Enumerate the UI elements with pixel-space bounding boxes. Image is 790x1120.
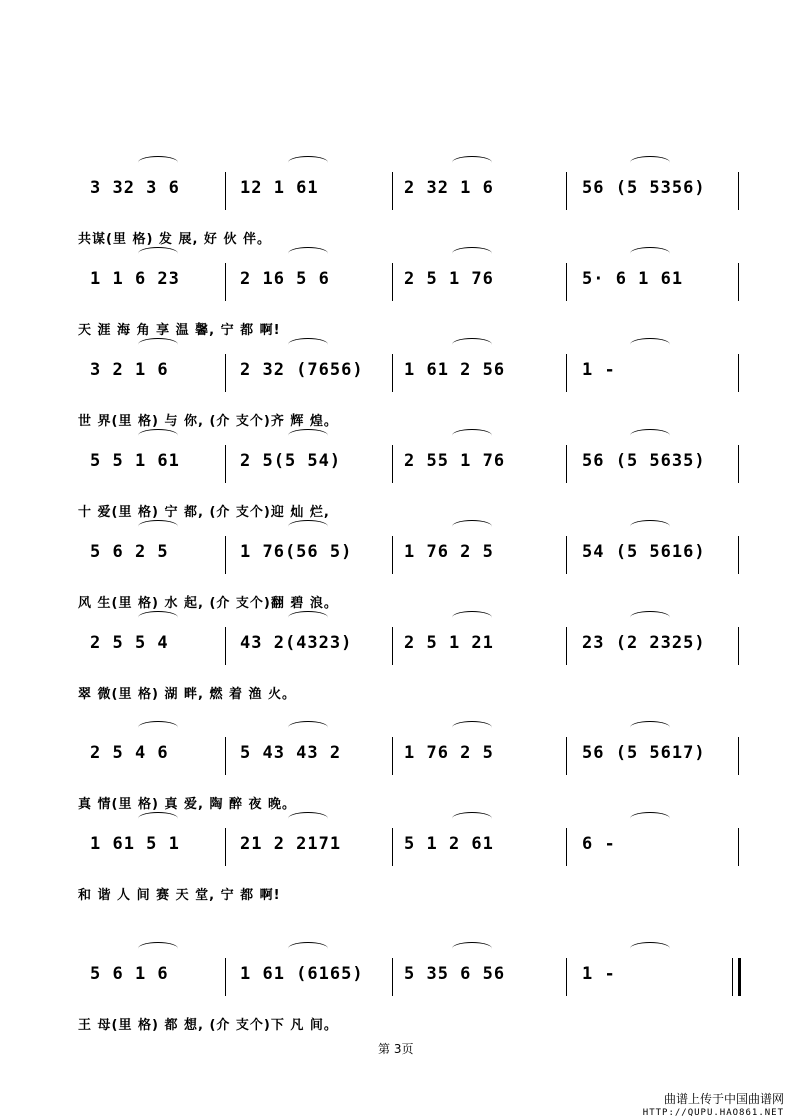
slur-mark [452,247,492,260]
slur-mark [138,942,178,955]
score-system [0,354,790,444]
measure [228,354,388,394]
barline [566,445,567,483]
measure [392,958,564,998]
slur-mark [630,156,670,169]
barline [738,958,741,996]
slur-mark [138,338,178,351]
measure-notes: 1 - [582,360,616,380]
score-system [0,263,790,353]
lyrics-line: 翠 微(里 格) 湖 畔, 燃 着 渔 火。 [78,687,297,702]
lyrics-line: 世 界(里 格) 与 你, (介 支个)齐 辉 煌。 [78,414,338,429]
barline [392,172,393,210]
measure [78,263,223,303]
barline [392,354,393,392]
barline [225,737,226,775]
measure [570,172,730,212]
barline [392,958,393,996]
measure-notes: 6 - [582,834,616,854]
measure-notes: 5· 6 1 61 [582,269,684,289]
slur-mark [452,429,492,442]
score-system [0,737,790,827]
barline [225,263,226,301]
measure [570,627,730,667]
measure [228,172,388,212]
barline [566,627,567,665]
measure-notes: 2 5 1 76 [404,269,494,289]
barline [392,737,393,775]
lyrics-line: 十 爱(里 格) 宁 都, (介 支个)迎 灿 烂, [78,505,330,520]
watermark [643,1092,784,1120]
measure-notes: 5 43 43 2 [240,743,342,763]
slur-mark [452,520,492,533]
measure-notes: 1 1 6 23 [90,269,180,289]
slur-mark [452,611,492,624]
measure-notes: 2 55 1 76 [404,451,506,471]
measure-notes: 2 5 1 21 [404,633,494,653]
slur-mark [138,721,178,734]
barline [738,445,739,483]
barline [738,828,739,866]
lyrics-line: 风 生(里 格) 水 起, (介 支个)翻 碧 浪。 [78,596,338,611]
measure [570,445,730,485]
barline [225,958,226,996]
barline [566,737,567,775]
measure-notes: 56 (5 5356) [582,178,706,198]
measure-notes: 5 6 2 5 [90,542,169,562]
measure [228,958,388,998]
measure [392,536,564,576]
score-system [0,828,790,918]
measure [570,737,730,777]
barline [738,737,739,775]
barline [738,354,739,392]
barline [225,828,226,866]
barline [225,445,226,483]
measure-notes: 2 5 5 4 [90,633,169,653]
measure [228,263,388,303]
barline [392,445,393,483]
barline [392,536,393,574]
measure-notes: 1 76 2 5 [404,743,494,763]
measure [392,828,564,868]
slur-mark [630,812,670,825]
slur-mark [138,611,178,624]
measure-notes: 23 (2 2325) [582,633,706,653]
measure-notes: 54 (5 5616) [582,542,706,562]
measure-notes: 5 35 6 56 [404,964,506,984]
barline [566,263,567,301]
slur-mark [288,338,328,351]
measure [78,536,223,576]
measure [78,627,223,667]
lyrics-line: 王 母(里 格) 都 想, (介 支个)下 凡 间。 [78,1018,338,1033]
slur-mark [288,812,328,825]
measure-notes: 1 61 5 1 [90,834,180,854]
measure [570,263,730,303]
measure [392,445,564,485]
measure [570,354,730,394]
barline [738,263,739,301]
measure [228,828,388,868]
measure-notes: 1 76 2 5 [404,542,494,562]
measure-notes: 56 (5 5635) [582,451,706,471]
measure [570,958,730,998]
measure [392,263,564,303]
slur-mark [630,520,670,533]
measure [78,958,223,998]
barline [225,172,226,210]
score-system [0,536,790,626]
watermark-url: HTTP://QUPU.HAO861.NET [642,1108,784,1118]
barline [392,627,393,665]
measure [392,737,564,777]
measure-notes: 12 1 61 [240,178,319,198]
barline [738,172,739,210]
slur-mark [452,812,492,825]
barline [225,627,226,665]
measure-notes: 2 5 4 6 [90,743,169,763]
slur-mark [288,520,328,533]
barline [225,536,226,574]
slur-mark [630,721,670,734]
measure [78,445,223,485]
slur-mark [288,721,328,734]
barline [225,354,226,392]
measure-notes: 43 2(4323) [240,633,353,653]
measure [570,828,730,868]
score-system [0,627,790,717]
measure [228,445,388,485]
measure [228,536,388,576]
slur-mark [630,247,670,260]
score-system [0,445,790,535]
slur-mark [288,942,328,955]
measure-notes: 21 2 2171 [240,834,342,854]
measure-notes: 5 6 1 6 [90,964,169,984]
measure-notes: 2 5(5 54) [240,451,342,471]
measure-notes: 1 - [582,964,616,984]
slur-mark [288,156,328,169]
measure [570,536,730,576]
measure-notes: 1 76(56 5) [240,542,353,562]
barline [566,828,567,866]
measure [78,737,223,777]
slur-mark [452,156,492,169]
measure-notes: 1 61 (6165) [240,964,364,984]
slur-mark [630,429,670,442]
slur-mark [138,247,178,260]
measure [228,737,388,777]
slur-mark [138,156,178,169]
barline [392,263,393,301]
measure-notes: 2 32 (7656) [240,360,364,380]
lyrics-line: 天 涯 海 角 享 温 馨, 宁 都 啊! [78,323,281,338]
measure-notes: 5 5 1 61 [90,451,180,471]
measure-notes: 2 16 5 6 [240,269,330,289]
measure-notes: 56 (5 5617) [582,743,706,763]
slur-mark [138,812,178,825]
measure [78,172,223,212]
measure [392,172,564,212]
measure-notes: 1 61 2 56 [404,360,506,380]
measure [392,354,564,394]
measure-notes: 2 32 1 6 [404,178,494,198]
slur-mark [288,247,328,260]
slur-mark [452,942,492,955]
barline [566,958,567,996]
slur-mark [630,942,670,955]
watermark-site-name: 曲谱上传于中国曲谱网 [663,1092,784,1106]
slur-mark [452,721,492,734]
lyrics-line: 真 情(里 格) 真 爱, 陶 醉 夜 晚。 [78,797,297,812]
page-number: 第 3页 [378,1042,414,1056]
slur-mark [138,429,178,442]
barline [566,536,567,574]
barline [738,536,739,574]
lyrics-line: 和 谐 人 间 赛 天 堂, 宁 都 啊! [78,888,281,903]
measure [228,627,388,667]
score-system [0,172,790,262]
slur-mark [630,338,670,351]
measure-notes: 5 1 2 61 [404,834,494,854]
measure [78,828,223,868]
barline [738,627,739,665]
slur-mark [288,429,328,442]
slur-mark [630,611,670,624]
lyrics-line: 共谋(里 格) 发 展, 好 伙 伴。 [78,232,271,247]
slur-mark [452,338,492,351]
measure [392,627,564,667]
barline [566,172,567,210]
slur-mark [288,611,328,624]
barline [392,828,393,866]
measure [78,354,223,394]
measure-notes: 3 2 1 6 [90,360,169,380]
measure-notes: 3 32 3 6 [90,178,180,198]
slur-mark [138,520,178,533]
barline [566,354,567,392]
score-system [0,958,790,1048]
